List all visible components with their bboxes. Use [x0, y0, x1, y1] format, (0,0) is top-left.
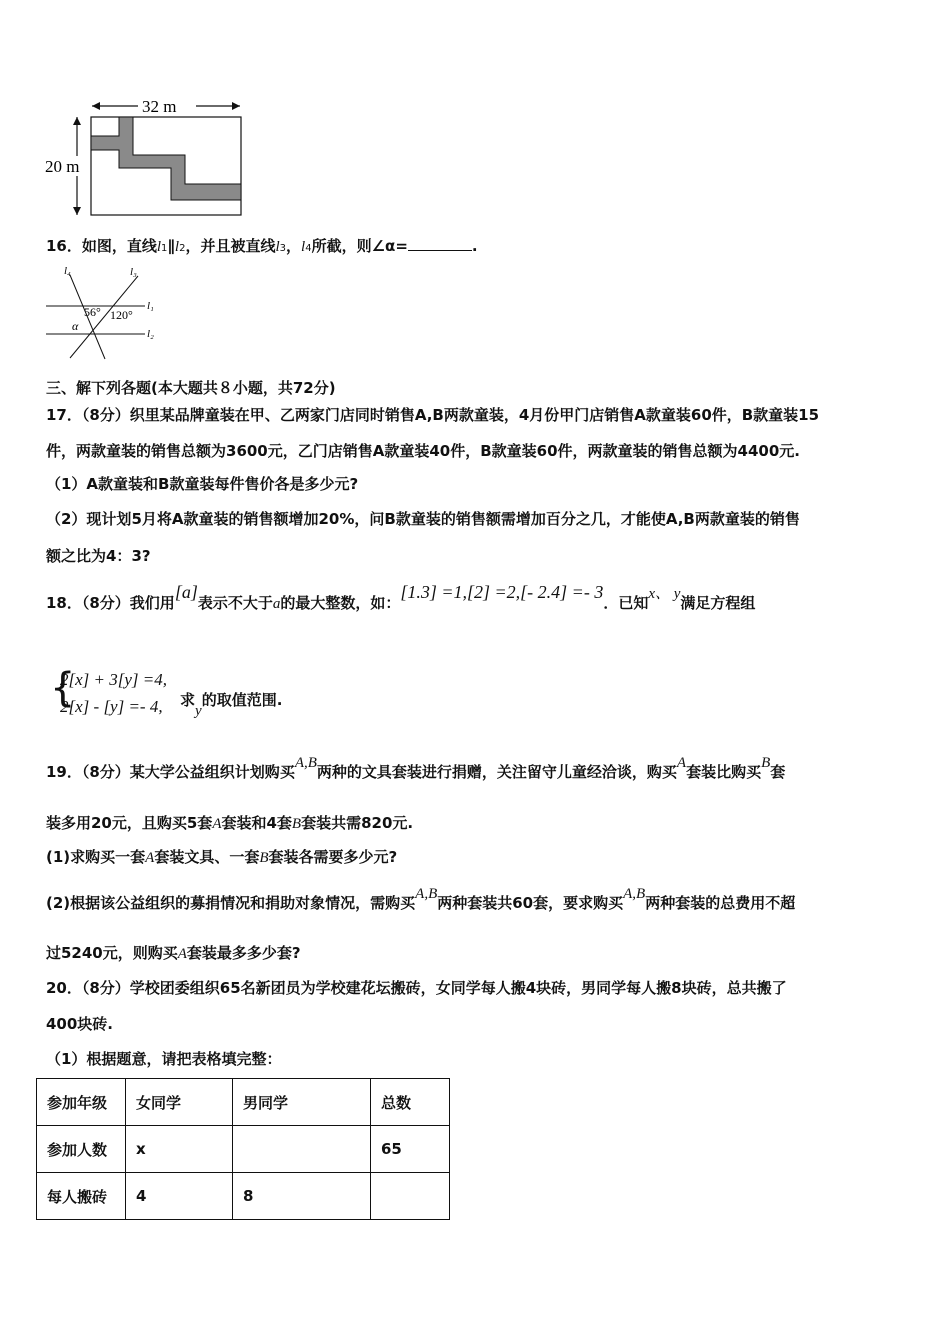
- q19-line1: 19．（8分）某大学公益组织计划购买A,B两种的文具套装进行捐赠，关注留守儿童经洽谈，购买A套装比购买B套: [46, 755, 786, 781]
- q20-part1: （1）根据题意，请把表格填完整：: [46, 1050, 282, 1068]
- q20-table: [36, 1078, 450, 1220]
- q17-part2a: （2）现计划5月将A款童装的销售额增加20%，问B款童装的销售额需增加百分之几，才能使A,B两款童装的销售: [46, 510, 800, 528]
- table-cell: 每人搬砖: [37, 1173, 126, 1220]
- table-row: [37, 1173, 450, 1220]
- alpha-label: α: [72, 319, 79, 333]
- table-cell: 参加年级: [37, 1079, 126, 1126]
- garden-path-figure: [40, 92, 250, 222]
- table-header-row: [37, 1079, 450, 1126]
- l4-label: l₄: [64, 265, 71, 277]
- table-cell: 8: [233, 1173, 371, 1220]
- angle-56: 56°: [84, 305, 101, 319]
- q18-eq2: 2[x] - [y] =- 4,: [60, 697, 163, 716]
- q20-line2: 400块砖.: [46, 1015, 114, 1033]
- q19-part2: (2)根据该公益组织的募捐情况和捐助对象情况，需购买A,B两种套装共60套，要求购买A,B两种套装的总费用不超: [46, 886, 796, 912]
- table-cell: 4: [126, 1173, 233, 1220]
- table-cell: 女同学: [126, 1079, 233, 1126]
- angle-120: 120°: [110, 308, 133, 322]
- q19-part1: (1)求购买一套A套装文具、一套B套装各需要多少元?: [46, 848, 398, 866]
- width-label: 32 m: [142, 97, 177, 116]
- table-cell: 男同学: [233, 1079, 371, 1126]
- section-3-title: 三、解下列各题(本大题共８小题，共72分): [46, 379, 336, 397]
- table-cell: [233, 1126, 371, 1173]
- q18-eq1: 2[x] + 3[y] =4,: [60, 670, 167, 689]
- table-cell: x: [126, 1126, 233, 1173]
- system-brace: {: [50, 665, 76, 711]
- q18-line: 18．（8分）我们用[a]表示不大于a的最大整数，如：[1.3] =1,[2] =2,[- 2.4] =- 3．已知x、 y满足方程组: [46, 582, 756, 612]
- q16-line: 16．如图，直线l1∥l2，并且被直线l3，l4所截，则∠α= .: [46, 237, 478, 255]
- q20-line1: 20．（8分）学校团委组织65名新团员为学校建花坛搬砖，女同学每人搬4块砖，男同学每人搬8块砖，总共搬了: [46, 979, 787, 997]
- q19-line2: 装多用20元，且购买5套A套装和4套B套装共需820元.: [46, 814, 414, 832]
- l1-label: l₁: [147, 300, 154, 312]
- table-row: [37, 1126, 450, 1173]
- parallel-lines-figure: [42, 262, 167, 362]
- height-label: 20 m: [45, 157, 80, 176]
- answer-blank: [408, 236, 472, 251]
- q19-part2-end: 过5240元，则购买A套装最多多少套?: [46, 944, 301, 962]
- l2-label: l₂: [147, 328, 154, 340]
- q17-part2b: 额之比为4：3?: [46, 547, 151, 565]
- q18-ask: 求y的取值范围.: [180, 691, 283, 719]
- table-cell: 65: [371, 1126, 450, 1173]
- l3-label: l₃: [130, 266, 137, 278]
- table-cell: [371, 1173, 450, 1220]
- q17-line2: 件，两款童装的销售总额为3600元，乙门店销售A款童装40件，B款童装60件，两款童装的销售总额为4400元.: [46, 442, 800, 460]
- table-cell: 总数: [371, 1079, 450, 1126]
- table-cell: 参加人数: [37, 1126, 126, 1173]
- q17-line1: 17．（8分）织里某品牌童装在甲、乙两家门店同时销售A,B两款童装，4月份甲门店销售A款童装60件，B款童装15: [46, 406, 820, 424]
- q17-part1: （1）A款童装和B款童装每件售价各是多少元?: [46, 475, 359, 493]
